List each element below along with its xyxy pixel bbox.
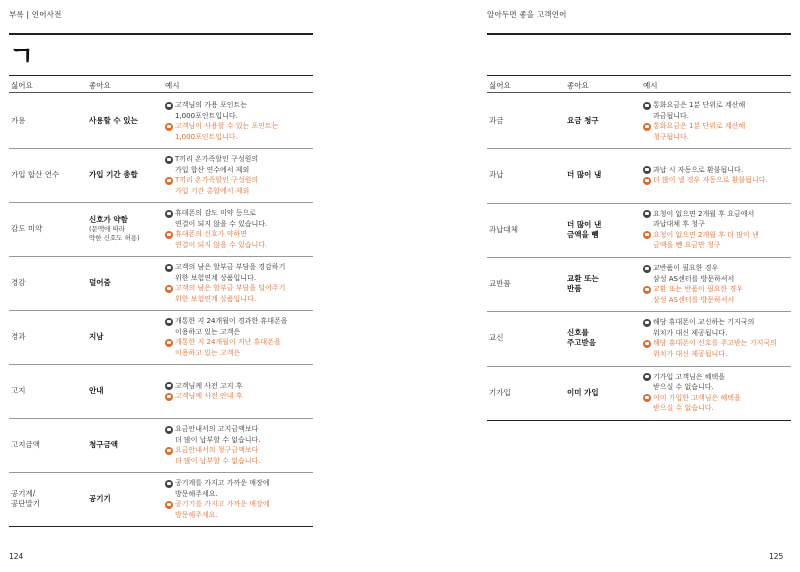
- term-avoid-line: 경과: [11, 332, 26, 341]
- example-preferred-line: [165, 240, 267, 251]
- term-preferred-line: 더 많이 냄: [567, 170, 602, 180]
- example-preferred-line: [643, 284, 743, 295]
- term-preferred: [89, 116, 138, 126]
- term-preferred: [567, 170, 601, 180]
- term-preferred: [89, 332, 104, 342]
- thumbs-up-icon: [165, 447, 173, 455]
- example-preferred-text: 요청이 없으면 2개월 후 더 많이 낸: [653, 230, 759, 239]
- example-avoid-line: [643, 165, 768, 176]
- example-preferred-text: 받으실 수 없습니다.: [653, 404, 714, 413]
- term-preferred: [89, 440, 118, 450]
- term-avoid-line: 과금: [489, 116, 504, 126]
- example-preferred-line: [165, 229, 267, 240]
- table-bottom-rule: [9, 526, 313, 527]
- example-preferred-text: 금액을 뺀 요금만 청구: [653, 241, 721, 250]
- example-avoid-text: 휴대폰의 감도 미약 등으로: [175, 209, 257, 217]
- example-avoid-text: 이용하고 있는 고객은: [175, 327, 241, 336]
- example-avoid-line: [165, 208, 267, 219]
- example-preferred-line: [165, 499, 270, 510]
- section-letter: ㄱ: [9, 42, 35, 72]
- running-header: 부록 | 언어사전: [9, 10, 62, 19]
- example-avoid-text: 연결이 되지 않을 수 있습니다.: [175, 219, 268, 228]
- row-divider: [487, 311, 791, 312]
- page-number: 124: [9, 552, 24, 561]
- table-top-rule: [9, 75, 313, 76]
- example-preferred-text: 고객의 남은 할부금 부담을 덜어주기: [175, 284, 286, 292]
- example-avoid-text: 고객님께 사전 고지 후: [175, 381, 243, 390]
- example-preferred-line: [165, 175, 258, 186]
- column-header-good: 좋아요: [567, 81, 589, 90]
- term-preferred-line: 반품: [567, 284, 582, 294]
- column-header-good: 좋아요: [89, 81, 111, 90]
- example-preferred-line: [643, 132, 745, 143]
- term-avoid: [11, 278, 26, 288]
- speech-bubble-icon: [643, 166, 651, 174]
- thumbs-up-icon: [165, 285, 173, 293]
- term-avoid: [11, 440, 40, 450]
- example-avoid-line: [165, 154, 258, 165]
- row-divider: [9, 364, 313, 365]
- example-avoid-text: 기가입 고객님은 혜택을: [653, 372, 726, 381]
- thumbs-up-icon: [165, 231, 173, 239]
- example-avoid-line: [643, 219, 759, 230]
- example-block: [165, 100, 279, 142]
- thumbs-up-icon: [643, 231, 651, 239]
- example-block: [165, 478, 270, 520]
- term-avoid: [11, 170, 59, 180]
- term-avoid-line: 교신: [489, 333, 504, 343]
- example-preferred-text: 이미 가입한 고객님은 혜택을: [653, 393, 741, 402]
- example-avoid-line: [165, 435, 261, 446]
- example-block: [643, 165, 768, 186]
- term-avoid: [11, 386, 26, 396]
- example-preferred-text: 연결이 되지 않을 수 있습니다.: [175, 240, 268, 249]
- thumbs-up-icon: [165, 123, 173, 131]
- term-avoid-line: 과납대체: [489, 224, 518, 234]
- example-preferred-line: [643, 121, 745, 132]
- speech-bubble-icon: [165, 210, 173, 218]
- term-avoid: [489, 279, 511, 289]
- example-avoid-text: 삼성 AS센터를 방문하셔서: [653, 274, 735, 283]
- term-avoid: [489, 225, 518, 235]
- example-avoid-text: 방문해주세요.: [175, 489, 218, 498]
- example-preferred-line: [165, 445, 261, 456]
- term-preferred-line: 요금 청구: [567, 116, 599, 126]
- example-preferred-text: 고객님이 사용할 수 있는 포인트는: [175, 122, 279, 130]
- term-preferred-line: 주고받음: [567, 338, 596, 348]
- example-avoid-text: 공기계를 가지고 가까운 매장에: [175, 479, 270, 487]
- row-divider: [487, 203, 791, 204]
- example-preferred-text: 위치가 대신 제공됩니다.: [653, 349, 728, 358]
- example-preferred-text: 더 많이 납부할 수 없습니다.: [175, 456, 261, 465]
- term-preferred-line: 신호가 약함: [89, 215, 128, 224]
- example-avoid-text: 받으실 수 없습니다.: [653, 383, 714, 392]
- example-preferred-text: 1,000포인트입니다.: [175, 132, 238, 141]
- thumbs-up-icon: [643, 286, 651, 294]
- speech-bubble-icon: [165, 426, 173, 434]
- column-header-bad: 싫어요: [489, 81, 511, 90]
- thumbs-up-icon: [165, 501, 173, 509]
- example-avoid-line: [165, 424, 261, 435]
- thumbs-up-icon: [643, 340, 651, 348]
- example-preferred-text: 가입 기간 총합에서 제외: [175, 186, 250, 195]
- running-header: 알아두면 좋을 고객언어: [487, 10, 567, 19]
- example-block: [165, 381, 243, 402]
- term-preferred-note: (문맥에 따라: [89, 225, 125, 233]
- speech-bubble-icon: [165, 264, 173, 272]
- example-avoid-line: [643, 382, 741, 393]
- example-preferred-line: [643, 240, 759, 251]
- example-preferred-text: 개통한 지 24개월이 지난 휴대폰을: [175, 338, 281, 346]
- table-top-rule: [487, 75, 791, 76]
- term-avoid-line: 가용: [11, 116, 26, 125]
- example-block: [643, 263, 743, 305]
- example-block: [643, 372, 741, 414]
- example-avoid-line: [165, 478, 270, 489]
- example-preferred-line: [165, 283, 285, 294]
- term-avoid: [11, 332, 26, 342]
- speech-bubble-icon: [165, 102, 173, 110]
- thumbs-up-icon: [643, 177, 651, 185]
- example-preferred-text: 삼성 AS센터를 방문하셔서: [653, 295, 735, 304]
- table-bottom-rule: [487, 420, 791, 421]
- term-preferred: [567, 220, 601, 240]
- term-avoid-line: 감도 미약: [11, 224, 43, 233]
- page-number: 125: [769, 552, 784, 561]
- term-preferred-line: 안내: [89, 386, 104, 395]
- example-block: [643, 100, 745, 142]
- example-avoid-line: [165, 219, 267, 230]
- term-avoid-line: 가입 합산 연수: [11, 170, 60, 179]
- speech-bubble-icon: [643, 102, 651, 110]
- row-divider: [9, 310, 313, 311]
- example-preferred-line: [643, 403, 741, 414]
- example-preferred-line: [165, 456, 261, 467]
- term-preferred-line: 공기기: [89, 494, 111, 503]
- example-preferred-line: [643, 230, 759, 241]
- term-preferred-line: 사용할 수 있는: [89, 116, 138, 125]
- example-avoid-line: [643, 372, 741, 383]
- example-preferred-text: 더 많이 낼 경우 자동으로 환불됩니다.: [653, 176, 768, 185]
- term-avoid: [489, 333, 504, 343]
- example-preferred-text: 통화요금은 1분 단위로 계산해: [653, 122, 746, 131]
- term-preferred-line: 청구금액: [89, 440, 118, 449]
- example-preferred-text: 요금안내서의 청구금액보다: [175, 446, 259, 454]
- example-block: [165, 424, 261, 466]
- example-preferred-line: [165, 510, 270, 521]
- example-avoid-text: 과납대체 후 청구: [653, 220, 705, 229]
- term-avoid: [11, 489, 40, 509]
- example-avoid-line: [165, 381, 243, 392]
- example-preferred-line: [643, 393, 741, 404]
- term-avoid: [489, 388, 511, 398]
- example-avoid-line: [165, 489, 270, 500]
- example-preferred-line: [643, 349, 777, 360]
- example-block: [165, 208, 267, 250]
- example-preferred-text: 휴대폰의 신호가 약하면: [175, 230, 248, 238]
- speech-bubble-icon: [165, 318, 173, 326]
- example-avoid-line: [165, 273, 285, 284]
- speech-bubble-icon: [165, 480, 173, 488]
- example-avoid-line: [165, 316, 287, 327]
- example-avoid-text: 위치가 대신 제공됩니다.: [653, 328, 728, 337]
- term-preferred-line: 덜어줌: [89, 278, 111, 287]
- term-preferred: [89, 215, 140, 243]
- term-avoid-line: 기가입: [489, 387, 511, 397]
- term-avoid-line: 과납: [489, 170, 504, 180]
- example-preferred-text: T끼리 온가족할인 구성원의: [175, 176, 259, 184]
- term-avoid: [489, 170, 504, 180]
- example-preferred-text: 위한 보험연계 상품입니다.: [175, 294, 257, 303]
- speech-bubble-icon: [165, 156, 173, 164]
- example-avoid-line: [643, 111, 745, 122]
- example-avoid-line: [643, 274, 743, 285]
- example-preferred-line: [165, 294, 285, 305]
- example-avoid-text: 요청이 없으면 2개월 후 요금에서: [653, 209, 755, 218]
- example-avoid-text: 과금됩니다.: [653, 111, 690, 120]
- example-avoid-text: 요금안내서의 고지금액보다: [175, 425, 259, 433]
- example-avoid-line: [643, 328, 777, 339]
- row-divider: [487, 257, 791, 258]
- term-preferred-line: 더 많이 낸: [567, 219, 602, 229]
- row-divider: [9, 256, 313, 257]
- thumbs-up-icon: [165, 339, 173, 347]
- column-header-bad: 싫어요: [11, 81, 33, 90]
- thumbs-up-icon: [643, 123, 651, 131]
- example-preferred-text: 공기기를 가지고 가까운 매장에: [175, 500, 270, 508]
- row-divider: [9, 202, 313, 203]
- term-preferred: [567, 116, 599, 126]
- example-preferred-line: [165, 348, 287, 359]
- table-header-rule: [9, 92, 313, 93]
- thumbs-up-icon: [165, 177, 173, 185]
- table-header-rule: [487, 92, 791, 93]
- header-rule: [487, 33, 791, 35]
- speech-bubble-icon: [643, 319, 651, 327]
- example-avoid-text: 교반품이 필요한 경우: [653, 264, 719, 273]
- term-avoid-line: 공단말기: [11, 499, 40, 508]
- example-avoid-text: 통화요금은 1분 단위로 계산해: [653, 101, 746, 110]
- example-avoid-text: 과납 시 자동으로 환불됩니다.: [653, 165, 744, 174]
- term-preferred: [567, 274, 599, 294]
- thumbs-up-icon: [643, 394, 651, 402]
- row-divider: [487, 366, 791, 367]
- example-block: [165, 154, 258, 196]
- speech-bubble-icon: [643, 373, 651, 381]
- example-preferred-line: [643, 175, 768, 186]
- example-avoid-line: [165, 100, 279, 111]
- example-preferred-line: [165, 132, 279, 143]
- term-avoid: [11, 224, 42, 234]
- term-avoid-line: 고지: [11, 386, 26, 395]
- term-preferred: [567, 388, 599, 398]
- example-preferred-text: 이용하고 있는 고객은: [175, 348, 241, 357]
- example-avoid-line: [165, 262, 285, 273]
- term-preferred-line: 금액을 뺌: [567, 229, 599, 239]
- speech-bubble-icon: [643, 265, 651, 273]
- example-block: [643, 317, 777, 359]
- term-preferred: [89, 170, 138, 180]
- column-header-example: 예시: [165, 81, 180, 90]
- term-preferred-note: 약한 신호도 허용): [89, 234, 140, 242]
- speech-bubble-icon: [643, 210, 651, 218]
- term-preferred-line: 지남: [89, 332, 104, 341]
- term-preferred-line: 신호를: [567, 328, 589, 338]
- term-preferred: [89, 278, 111, 288]
- right-page: [400, 0, 800, 572]
- row-divider: [9, 148, 313, 149]
- example-preferred-text: 방문해주세요.: [175, 510, 218, 519]
- speech-bubble-icon: [165, 382, 173, 390]
- term-preferred: [89, 494, 111, 504]
- term-avoid-line: 공기계/: [11, 489, 36, 498]
- example-avoid-text: 고객님의 가용 포인트는: [175, 101, 248, 109]
- row-divider: [9, 472, 313, 473]
- example-block: [643, 209, 759, 251]
- example-preferred-text: 청구됩니다.: [653, 132, 690, 141]
- term-avoid: [489, 116, 504, 126]
- column-header-example: 예시: [643, 81, 658, 90]
- example-block: [165, 316, 287, 358]
- example-preferred-text: 교환 또는 반품이 필요한 경우: [653, 285, 744, 294]
- term-preferred: [567, 328, 596, 348]
- example-avoid-text: T끼리 온가족할인 구성원의: [175, 155, 259, 163]
- thumbs-up-icon: [165, 393, 173, 401]
- example-preferred-text: 고객님께 사전 안내 후: [175, 392, 243, 400]
- example-preferred-line: [643, 338, 777, 349]
- example-avoid-line: [643, 317, 777, 328]
- term-avoid-line: 교반품: [489, 279, 511, 289]
- example-preferred-line: [643, 295, 743, 306]
- header-rule: [9, 33, 313, 35]
- example-avoid-line: [165, 327, 287, 338]
- example-avoid-text: 위한 보험연계 상품입니다.: [175, 273, 257, 282]
- example-avoid-text: 고객의 남은 할부금 부담을 경감하기: [175, 263, 286, 271]
- example-avoid-line: [643, 263, 743, 274]
- example-avoid-text: 가입 합산 연수에서 제외: [175, 165, 250, 174]
- example-preferred-line: [165, 391, 243, 402]
- term-preferred-line: 이미 가입: [567, 387, 599, 397]
- term-preferred: [89, 386, 104, 396]
- example-avoid-text: 1,000포인트입니다.: [175, 111, 238, 120]
- row-divider: [487, 148, 791, 149]
- example-avoid-line: [643, 209, 759, 220]
- term-preferred-line: 교환 또는: [567, 274, 599, 284]
- example-avoid-text: 더 많이 납부할 수 없습니다.: [175, 435, 261, 444]
- example-avoid-line: [165, 111, 279, 122]
- example-preferred-line: [165, 186, 258, 197]
- example-avoid-text: 해당 휴대폰이 교신하는 기지국의: [653, 318, 755, 327]
- example-avoid-text: 개통한 지 24개월이 경과한 휴대폰을: [175, 317, 288, 325]
- term-avoid-line: 경감: [11, 278, 26, 287]
- example-preferred-text: 해당 휴대폰이 신호를 주고받는 기지국의: [653, 339, 777, 348]
- term-avoid-line: 고지금액: [11, 440, 40, 449]
- example-block: [165, 262, 285, 304]
- example-avoid-line: [165, 165, 258, 176]
- example-avoid-line: [643, 100, 745, 111]
- row-divider: [9, 418, 313, 419]
- example-preferred-line: [165, 337, 287, 348]
- example-preferred-line: [165, 121, 279, 132]
- term-avoid: [11, 116, 26, 126]
- term-preferred-line: 가입 기간 총합: [89, 170, 138, 179]
